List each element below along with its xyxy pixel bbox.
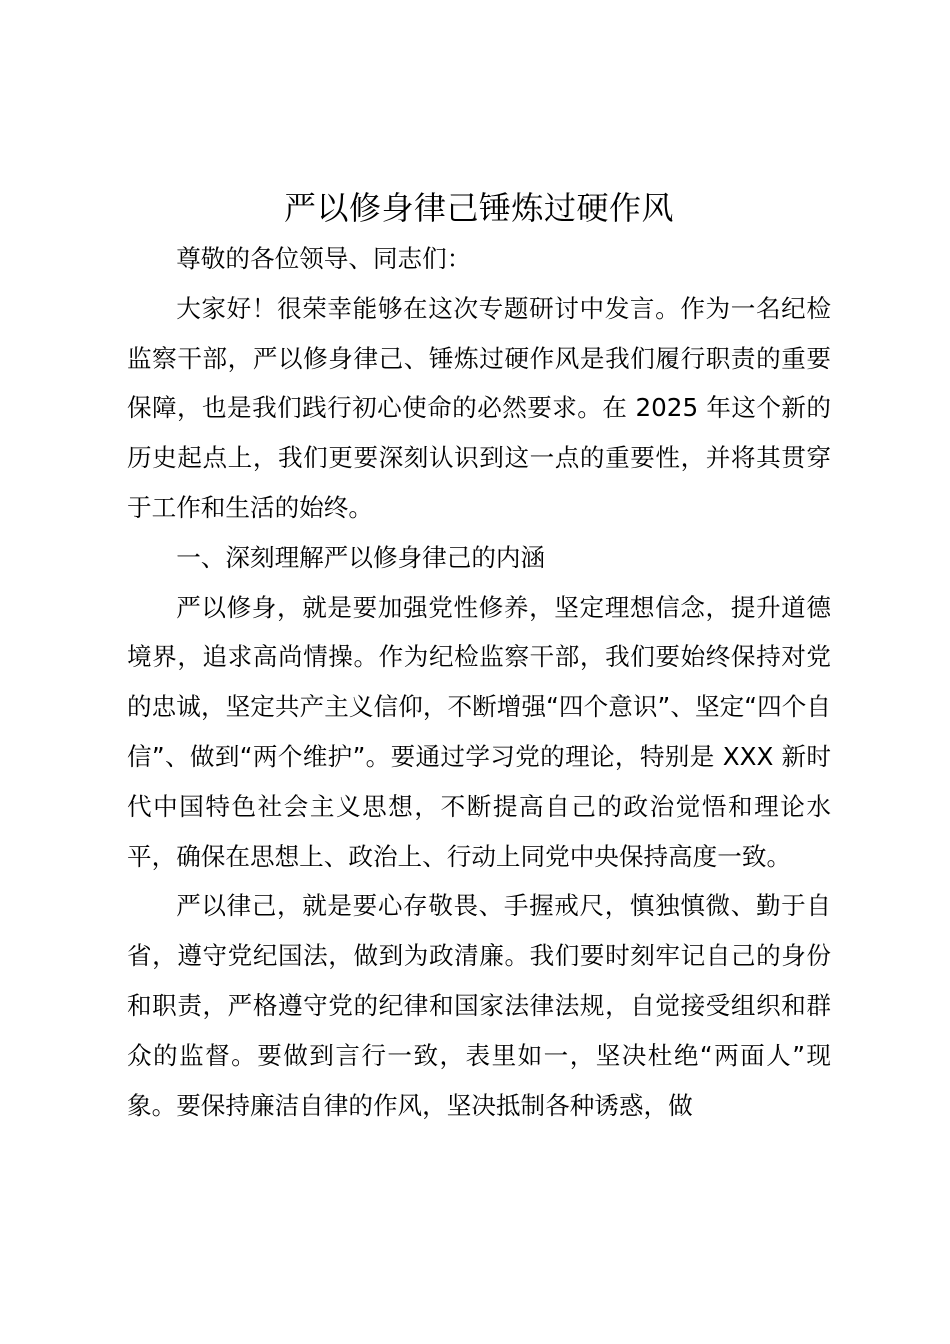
- document-title: 严以修身律己锤炼过硬作风: [283, 189, 674, 227]
- section-heading-1: 一、深刻理解严以修身律己的内涵: [176, 542, 546, 572]
- document-page: [127, 182, 831, 1130]
- paragraph-intro: 大家好！很荣幸能够在这次专题研讨中发言。作为一名纪检监察干部，严以修身律己、锤炼过硬作风是我们履行职责的重要保障，也是我们践行初心使命的必然要求。在 2025 年这个新的历史起点上，我们更要深刻认识到这一点的重要性，并将其贯穿于工作和生活的始终。: [127, 293, 831, 522]
- salutation: 尊敬的各位领导、同志们：: [176, 244, 472, 273]
- paragraph-self-discipline: 严以律己，就是要心存敬畏、手握戒尺，慎独慎微、勤于自省，遵守党纪国法，做到为政清廉。我们要时刻牢记自己的身份和职责，严格遵守党的纪律和国家法律法规，自觉接受组织和群众的监督。要做到言行一致，表里如一，坚决杜绝“两面人”现象。要保持廉洁自律的作风，坚决抵制各种诱惑，做: [127, 891, 831, 1120]
- paragraph-self-cultivation: 严以修身，就是要加强党性修养，坚定理想信念，提升道德境界，追求高尚情操。作为纪检监察干部，我们要始终保持对党的忠诚，坚定共产主义信仰，不断增强“四个意识”、坚定“四个自信”、做到“两个维护”。要通过学习党的理论，特别是 XXX 新时代中国特色社会主义思想，不断提高自己的政治觉悟和理论水平，确保在思想上、政治上、行动上同党中央保持高度一致。: [127, 592, 831, 871]
